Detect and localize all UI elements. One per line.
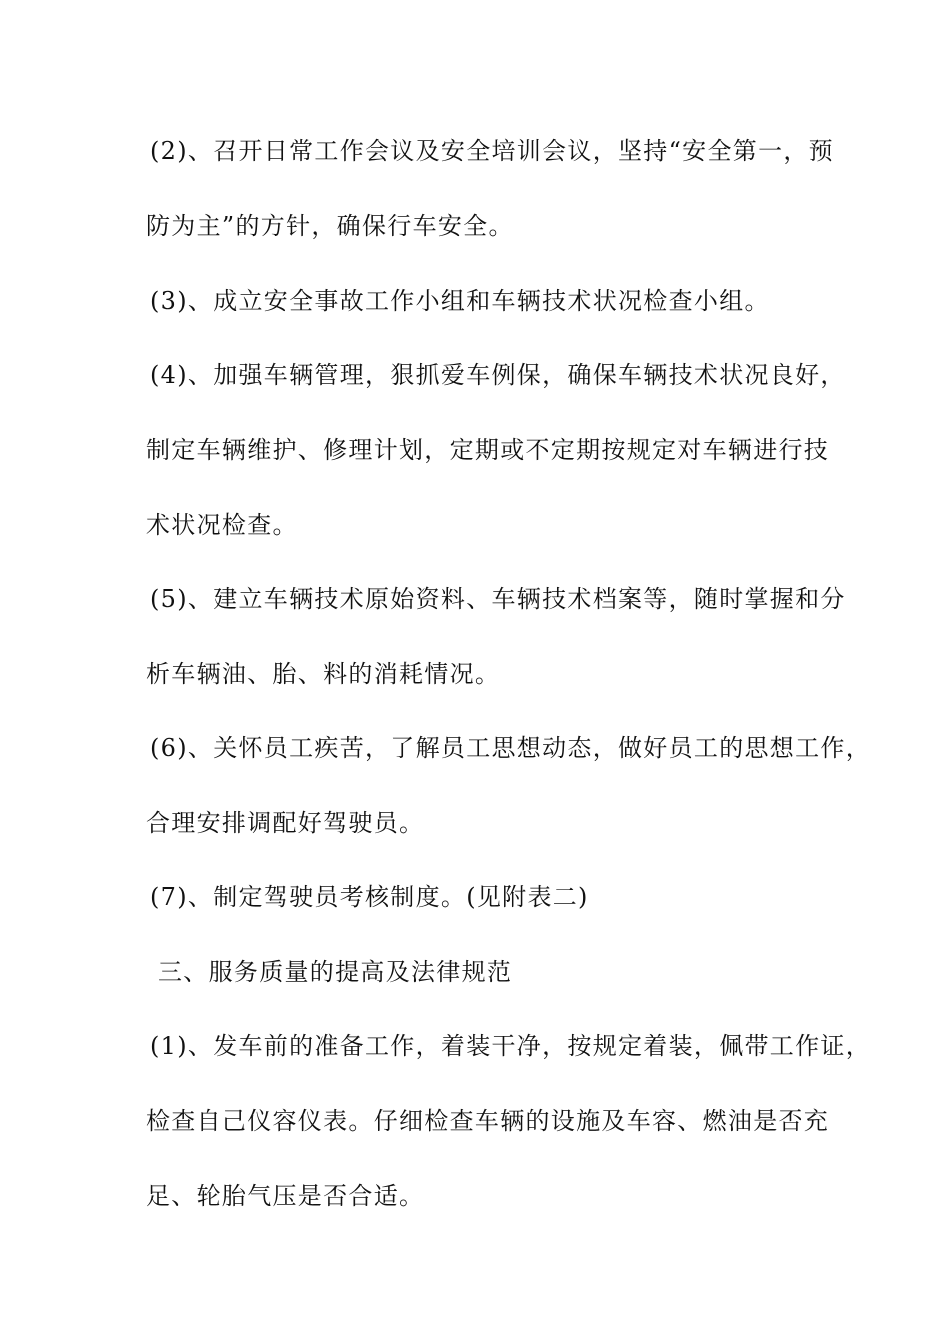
paragraph-line: (5)、建立车辆技术原始资料、车辆技术档案等，随时掌握和分 [150, 585, 846, 613]
paragraph-line: 检查自己仪容仪表。仔细检查车辆的设施及车容、燃油是否充 [146, 1107, 830, 1135]
paragraph-line: 析车辆油、胎、料的消耗情况。 [146, 660, 501, 688]
paragraph-line: 足、轮胎气压是否合适。 [146, 1182, 425, 1210]
paragraph-line: (3)、成立安全事故工作小组和车辆技术状况检查小组。 [150, 287, 770, 315]
section-heading: 三、服务质量的提高及法律规范 [158, 958, 513, 986]
paragraph-line: (6)、关怀员工疾苦，了解员工思想动态，做好员工的思想工作， [150, 734, 871, 762]
paragraph-line: (2)、召开日常工作会议及安全培训会议，坚持“安全第一，预 [150, 137, 834, 165]
paragraph-line: 防为主”的方针，确保行车安全。 [146, 212, 514, 240]
paragraph-line: (4)、加强车辆管理，狠抓爱车例保，确保车辆技术状况良好， [150, 361, 846, 389]
paragraph-line: (7)、制定驾驶员考核制度。(见附表二) [150, 883, 589, 911]
paragraph-line: 术状况检查。 [146, 511, 298, 539]
paragraph-line: 制定车辆维护、修理计划，定期或不定期按规定对车辆进行技 [146, 436, 830, 464]
paragraph-line: 合理安排调配好驾驶员。 [146, 809, 425, 837]
paragraph-line: (1)、发车前的准备工作，着装干净，按规定着装，佩带工作证， [150, 1032, 871, 1060]
